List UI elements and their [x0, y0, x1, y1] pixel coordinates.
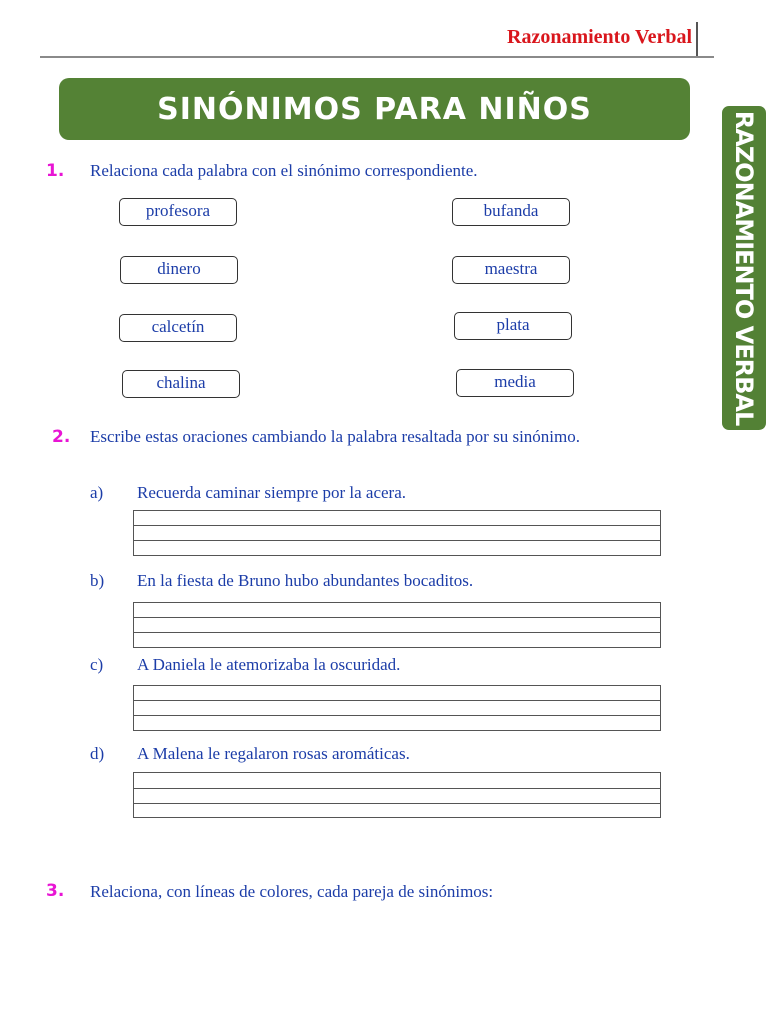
answer-lines-d[interactable] — [133, 772, 661, 818]
question-1-number: 1. — [46, 161, 65, 181]
header-title: Razonamiento Verbal — [507, 26, 692, 48]
word-box-left-1: profesora — [119, 198, 237, 226]
item-c-letter: c) — [90, 655, 104, 674]
side-tab-label: RAZONAMIENTO VERBAL — [730, 110, 758, 426]
question-2-number: 2. — [52, 427, 71, 447]
header-rule — [40, 56, 714, 58]
page-title: SINÓNIMOS PARA NIÑOS — [157, 91, 592, 127]
side-tab — [722, 106, 766, 430]
answer-lines-b[interactable] — [133, 602, 661, 648]
question-2-text: Escribe estas oraciones cambiando la palabra resaltada por su sinónimo. — [90, 427, 580, 446]
question-3-number: 3. — [46, 881, 65, 901]
title-banner — [59, 78, 690, 140]
word-box-right-4: media — [456, 369, 574, 397]
item-c-text: A Daniela le atemorizaba la oscuridad. — [137, 655, 401, 674]
word-box-left-4: chalina — [122, 370, 240, 398]
answer-lines-a[interactable] — [133, 510, 661, 556]
word-box-right-2: maestra — [452, 256, 570, 284]
item-b-letter: b) — [90, 571, 105, 590]
question-3-text: Relaciona, con líneas de colores, cada pareja de sinónimos: — [90, 882, 494, 901]
header-divider — [696, 22, 698, 56]
item-a-text: Recuerda caminar siempre por la acera. — [137, 483, 407, 502]
item-d-text: A Malena le regalaron rosas aromáticas. — [137, 744, 410, 763]
answer-lines-c[interactable] — [133, 685, 661, 731]
question-1-text: Relaciona cada palabra con el sinónimo correspondiente. — [90, 161, 478, 180]
item-a-letter: a) — [90, 483, 104, 502]
item-d-letter: d) — [90, 744, 105, 763]
word-box-left-2: dinero — [120, 256, 238, 284]
word-box-right-1: bufanda — [452, 198, 570, 226]
word-box-left-3: calcetín — [119, 314, 237, 342]
item-b-text: En la fiesta de Bruno hubo abundantes bocaditos. — [137, 571, 474, 590]
word-box-right-3: plata — [454, 312, 572, 340]
